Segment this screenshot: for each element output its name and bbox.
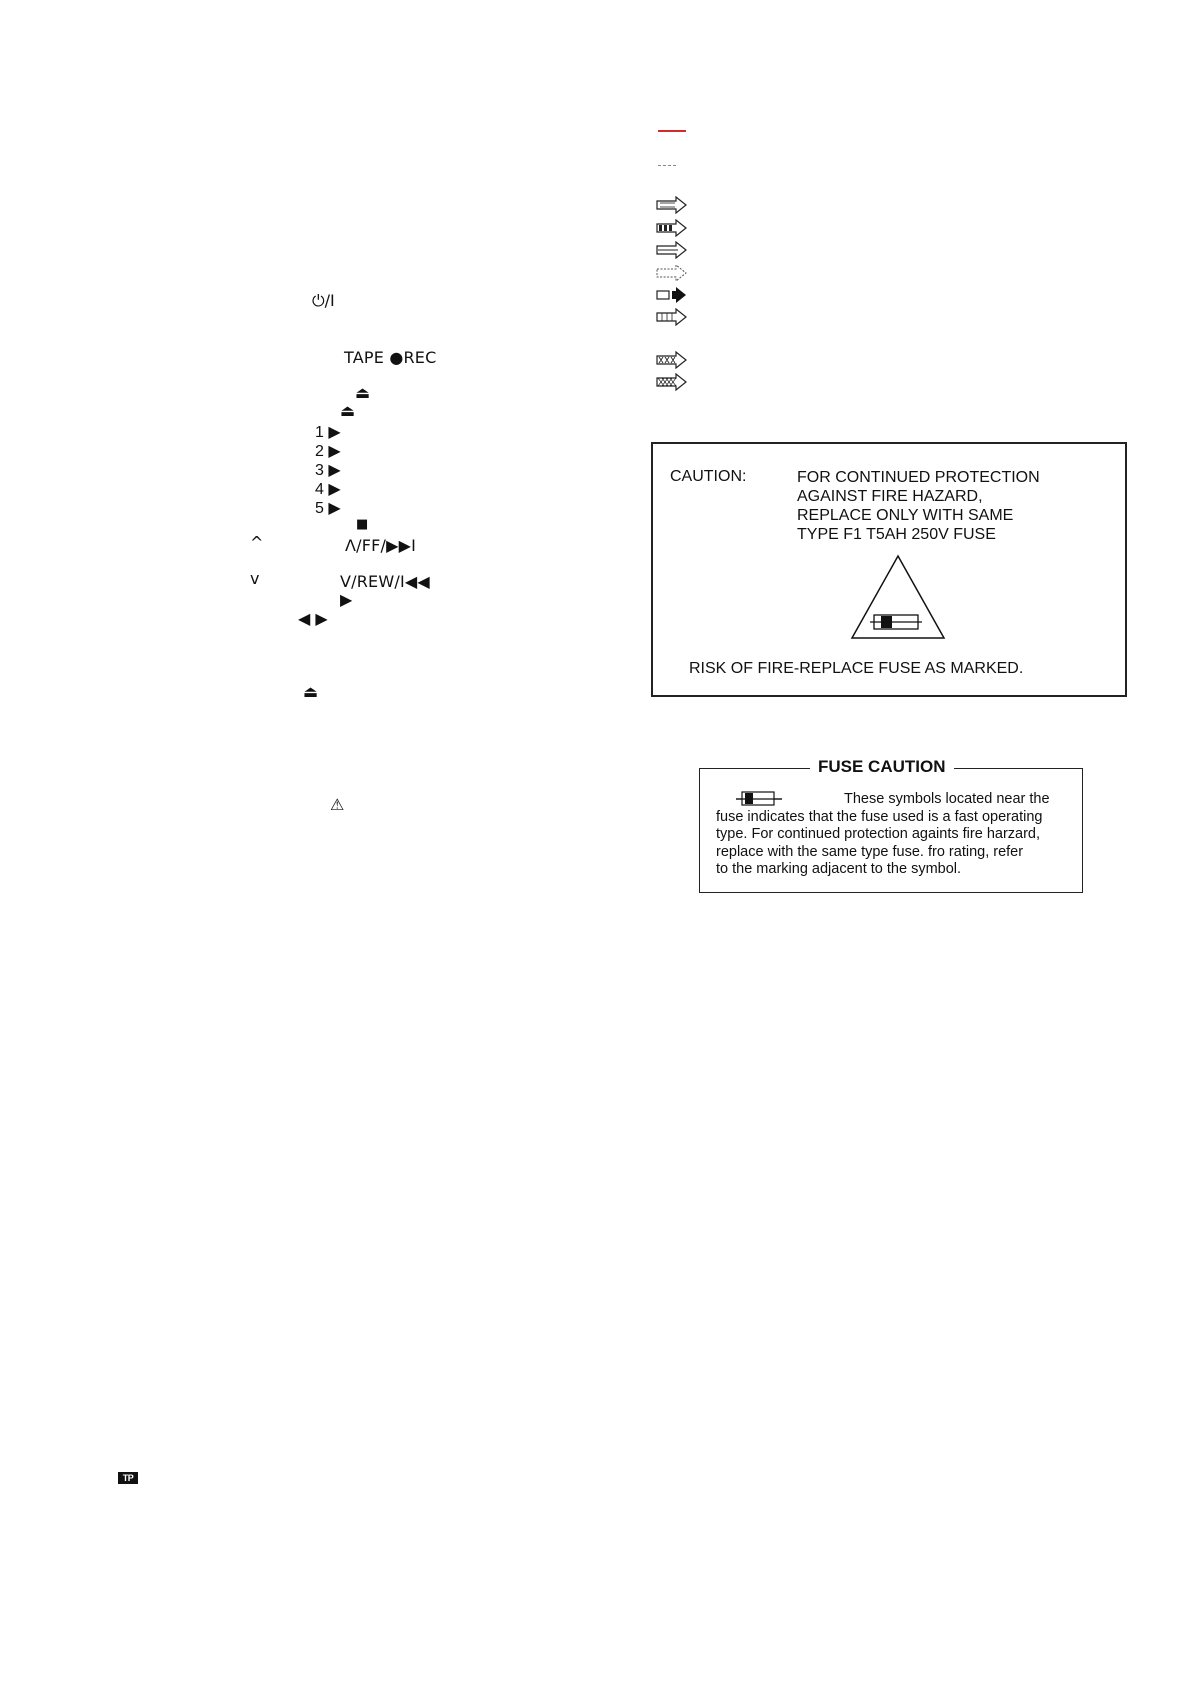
tape-rec-label: TAPE ●REC — [344, 348, 437, 367]
segmented-arrow-icon — [656, 219, 688, 237]
play-icon: ▶ — [328, 441, 341, 460]
caution-label: CAUTION: — [670, 468, 747, 485]
eject-icon: ⏏ — [303, 682, 319, 701]
fuse-text-line: replace with the same type fuse. fro rating, refer — [716, 843, 1024, 860]
fuse-text-line: These symbols located near the — [844, 791, 1050, 807]
disc-list — [315, 423, 341, 518]
disc-row — [315, 442, 341, 461]
eject-icon: ⏏ — [340, 401, 356, 420]
left-right-icon: ◀ ▶ — [298, 609, 328, 628]
risk-text: RISK OF FIRE-REPLACE FUSE AS MARKED. — [689, 660, 1024, 677]
caution-line: AGAINST FIRE HAZARD, — [797, 488, 983, 505]
hatched-arrow-icon — [656, 196, 688, 214]
stop-icon: ■ — [356, 517, 369, 532]
disc-number: 3 — [315, 462, 324, 479]
disc-number: 4 — [315, 481, 324, 498]
play-icon: ▶ — [328, 460, 341, 479]
fuse-caution-text — [716, 791, 1076, 879]
power-symbol: ⏻/I — [312, 291, 335, 310]
box-arrow-icon — [656, 308, 688, 326]
play-icon: ▶ — [328, 422, 341, 441]
checkered-arrow-icon — [656, 351, 688, 369]
dotted-arrow-icon — [656, 264, 688, 282]
up-caret-icon: ^ — [250, 533, 264, 552]
fuse-caution-title: FUSE CAUTION — [810, 757, 954, 777]
fuse-text-line: to the marking adjacent to the symbol. — [716, 861, 962, 877]
grey-dashed-line-legend — [658, 165, 676, 166]
caution-line: REPLACE ONLY WITH SAME — [797, 507, 1014, 524]
caution-line: TYPE F1 T5AH 250V FUSE — [797, 526, 996, 543]
down-caret-icon: v — [250, 569, 260, 588]
disc-row — [315, 461, 341, 480]
caution-box — [651, 442, 1127, 697]
disc-row — [315, 499, 341, 518]
rew-label: V/REW/I◀◀ — [340, 572, 430, 591]
fuse-text-line: type. For continued protection againts fire harzard, — [716, 826, 1041, 842]
play-icon: ▶ — [340, 590, 353, 609]
caution-text — [797, 468, 1040, 544]
fuse-text-line: fuse indicates that the fuse used is a fast operating — [716, 808, 1043, 825]
warning-icon: ⚠ — [330, 795, 345, 814]
disc-number: 1 — [315, 424, 324, 441]
cross-hatched-arrow-icon — [656, 373, 688, 391]
eject-icon: ⏏ — [355, 383, 371, 402]
disc-number: 5 — [315, 500, 324, 517]
red-line-legend — [658, 130, 686, 132]
solid-arrow-icon — [656, 286, 688, 304]
double-line-arrow-icon — [656, 241, 688, 259]
play-icon: ▶ — [328, 498, 341, 517]
caution-line: FOR CONTINUED PROTECTION — [797, 469, 1040, 486]
play-icon: ▶ — [328, 479, 341, 498]
fuse-warning-triangle-icon — [850, 554, 946, 640]
disc-row — [315, 480, 341, 499]
fuse-caution-box — [699, 757, 1083, 893]
disc-row — [315, 423, 341, 442]
ff-label: Λ/FF/▶▶I — [345, 536, 417, 555]
disc-number: 2 — [315, 443, 324, 460]
tp-icon: TP — [118, 1472, 138, 1484]
